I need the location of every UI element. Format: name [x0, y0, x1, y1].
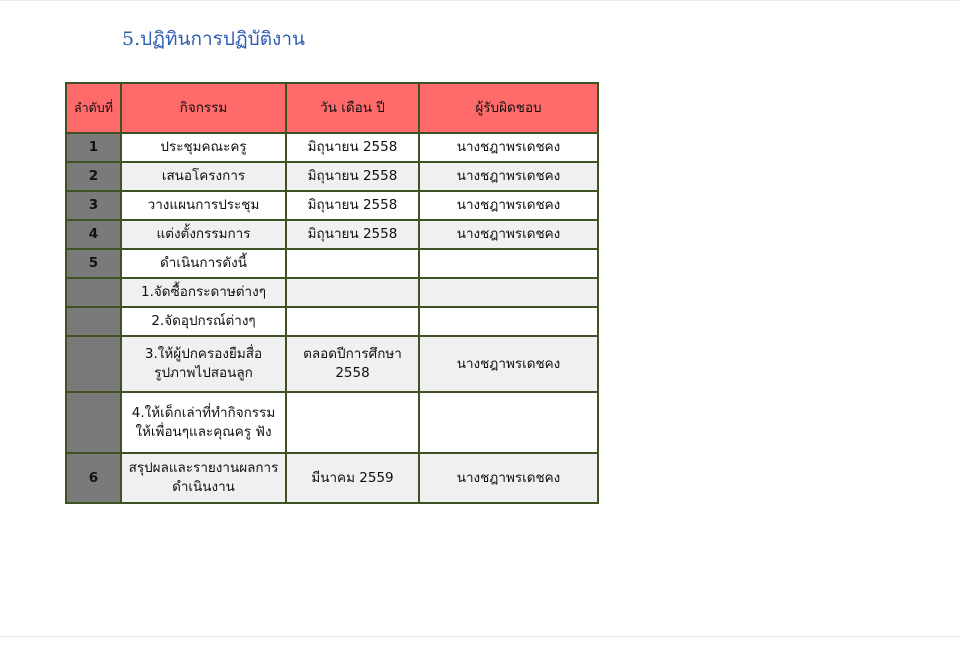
row-responsible: [419, 278, 598, 307]
table-row: [66, 220, 598, 249]
row-number: [66, 278, 121, 307]
row-number: 3: [66, 191, 121, 220]
table-row: [66, 191, 598, 220]
table-row: [66, 162, 598, 191]
row-date: [286, 307, 419, 336]
table-row: [66, 453, 598, 503]
bottom-divider: [0, 636, 960, 637]
row-date: มีนาคม 2559: [286, 453, 419, 503]
row-responsible: [419, 307, 598, 336]
row-responsible: นางชฎาพรเดชคง: [419, 336, 598, 392]
header-activity: กิจกรรม: [121, 83, 286, 133]
top-divider: [0, 0, 960, 1]
row-activity: ประชุมคณะครู: [121, 133, 286, 162]
row-responsible: นางชฎาพรเดชคง: [419, 133, 598, 162]
row-responsible: [419, 392, 598, 453]
row-activity: วางแผนการประชุม: [121, 191, 286, 220]
row-date: มิถุนายน 2558: [286, 220, 419, 249]
row-responsible: นางชฎาพรเดชคง: [419, 191, 598, 220]
row-date: มิถุนายน 2558: [286, 133, 419, 162]
row-date: [286, 249, 419, 278]
row-number: [66, 336, 121, 392]
row-responsible: นางชฎาพรเดชคง: [419, 220, 598, 249]
row-activity: แต่งตั้งกรรมการ: [121, 220, 286, 249]
page-title: 5.ปฏิทินการปฏิบัติงาน: [122, 28, 305, 50]
row-activity: 2.จัดอุปกรณ์ต่างๆ: [121, 307, 286, 336]
header-number: ลำดับที่: [66, 83, 121, 133]
row-number: [66, 392, 121, 453]
activity-schedule-table: [65, 82, 599, 504]
row-activity: เสนอโครงการ: [121, 162, 286, 191]
row-number: 5: [66, 249, 121, 278]
row-responsible: นางชฎาพรเดชคง: [419, 453, 598, 503]
row-responsible: [419, 249, 598, 278]
row-number: 6: [66, 453, 121, 503]
row-date: ตลอดปีการศึกษา 2558: [286, 336, 419, 392]
row-activity: ดำเนินการดังนี้: [121, 249, 286, 278]
row-number: 1: [66, 133, 121, 162]
header-date: วัน เดือน ปี: [286, 83, 419, 133]
table-header-row: [66, 83, 598, 133]
row-date: มิถุนายน 2558: [286, 191, 419, 220]
row-activity: 1.จัดซื้อกระดาษต่างๆ: [121, 278, 286, 307]
row-activity: 3.ให้ผู้ปกครองยืมสื่อรูปภาพไปสอนลูก: [121, 336, 286, 392]
table-row: [66, 336, 598, 392]
row-number: 4: [66, 220, 121, 249]
row-number: [66, 307, 121, 336]
table-row: [66, 278, 598, 307]
table-row: [66, 392, 598, 453]
row-activity: สรุปผลและรายงานผลการดำเนินงาน: [121, 453, 286, 503]
header-responsible: ผู้รับผิดชอบ: [419, 83, 598, 133]
table-row: [66, 307, 598, 336]
row-responsible: นางชฎาพรเดชคง: [419, 162, 598, 191]
row-date: มิถุนายน 2558: [286, 162, 419, 191]
row-date: [286, 278, 419, 307]
row-date: [286, 392, 419, 453]
table-row: [66, 249, 598, 278]
row-activity: 4.ให้เด็กเล่าที่ทำกิจกรรมให้เพื่อนๆและคุณครู ฟัง: [121, 392, 286, 453]
table-row: [66, 133, 598, 162]
row-number: 2: [66, 162, 121, 191]
